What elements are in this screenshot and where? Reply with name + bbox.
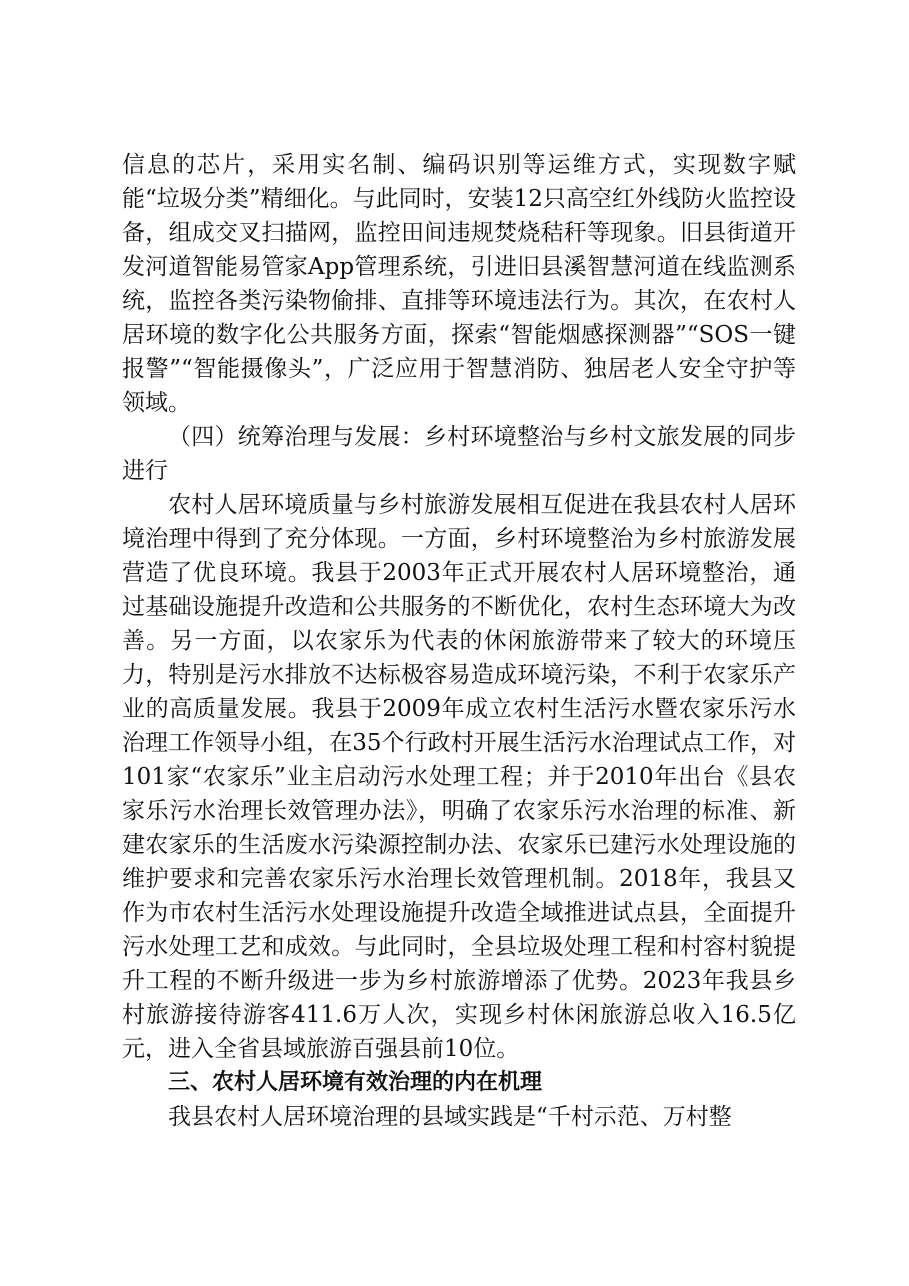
document-page [122,148,796,1134]
section-heading-three: 三、农村人居环境有效治理的内在机理 [168,1070,543,1095]
paragraph-tourism-environment: 农村人居环境质量与乡村旅游发展相互促进在我县农村人居环境治理中得到了充分体现。一方面，乡村环境整治为乡村旅游发展营造了优良环境。我县于2003年正式开展农村人居环境整治，通过基础设施提升改造和公共服务的不断优化，农村生态环境大为改善。另一方面，以农家乐为代表的休闲旅游带来了较大的环境压力，特别是污水排放不达标极容易造成环境污染，不利于农家乐产业的高质量发展。我县于2009年成立农村生活污水暨农家乐污水治理工作领导小组，在35个行政村开展生活污水治理试点工作，对101家“农家乐”业主启动污水处理工程；并于2010年出台《县农家乐污水治理长效管理办法》，明确了农家乐污水治理的标准、新建农家乐的生活废水污染源控制办法、农家乐已建污水处理设施的维护要求和完善农家乐污水治理长效管理机制。2018年，我县又作为市农村生活污水处理设施提升改造全域推进试点县，全面提升污水处理工艺和成效。与此同时，全县垃圾处理工程和村容村貌提升工程的不断升级进一步为乡村旅游增添了优势。2023年我县乡村旅游接待游客411.6万人次，实现乡村休闲旅游总收入16.5亿元，进入全省县域旅游百强县前10位。 [122,492,796,1062]
paragraph-county-practice: 我县农村人居环境治理的县域实践是“千村示范、万村整 [168,1104,732,1130]
section-subheading-four: （四）统筹治理与发展：乡村环境整治与乡村文旅发展的同步进行 [122,424,796,484]
paragraph-digital-services: 信息的芯片，采用实名制、编码识别等运维方式，实现数字赋能“垃圾分类”精细化。与此同时，安装12只高空红外线防火监控设备，组成交叉扫描网，监控田间违规焚烧秸秆等现象。旧县街道开发河道智能易管家App管理系统，引进旧县溪智慧河道在线监测系统，监控各类污染物偷排、直排等环境违法行为。其次，在农村人居环境的数字化公共服务方面，探索“智能烟感探测器”“SOS一键报警”“智能摄像头”，广泛应用于智慧消防、独居老人安全守护等领域。 [122,152,796,416]
